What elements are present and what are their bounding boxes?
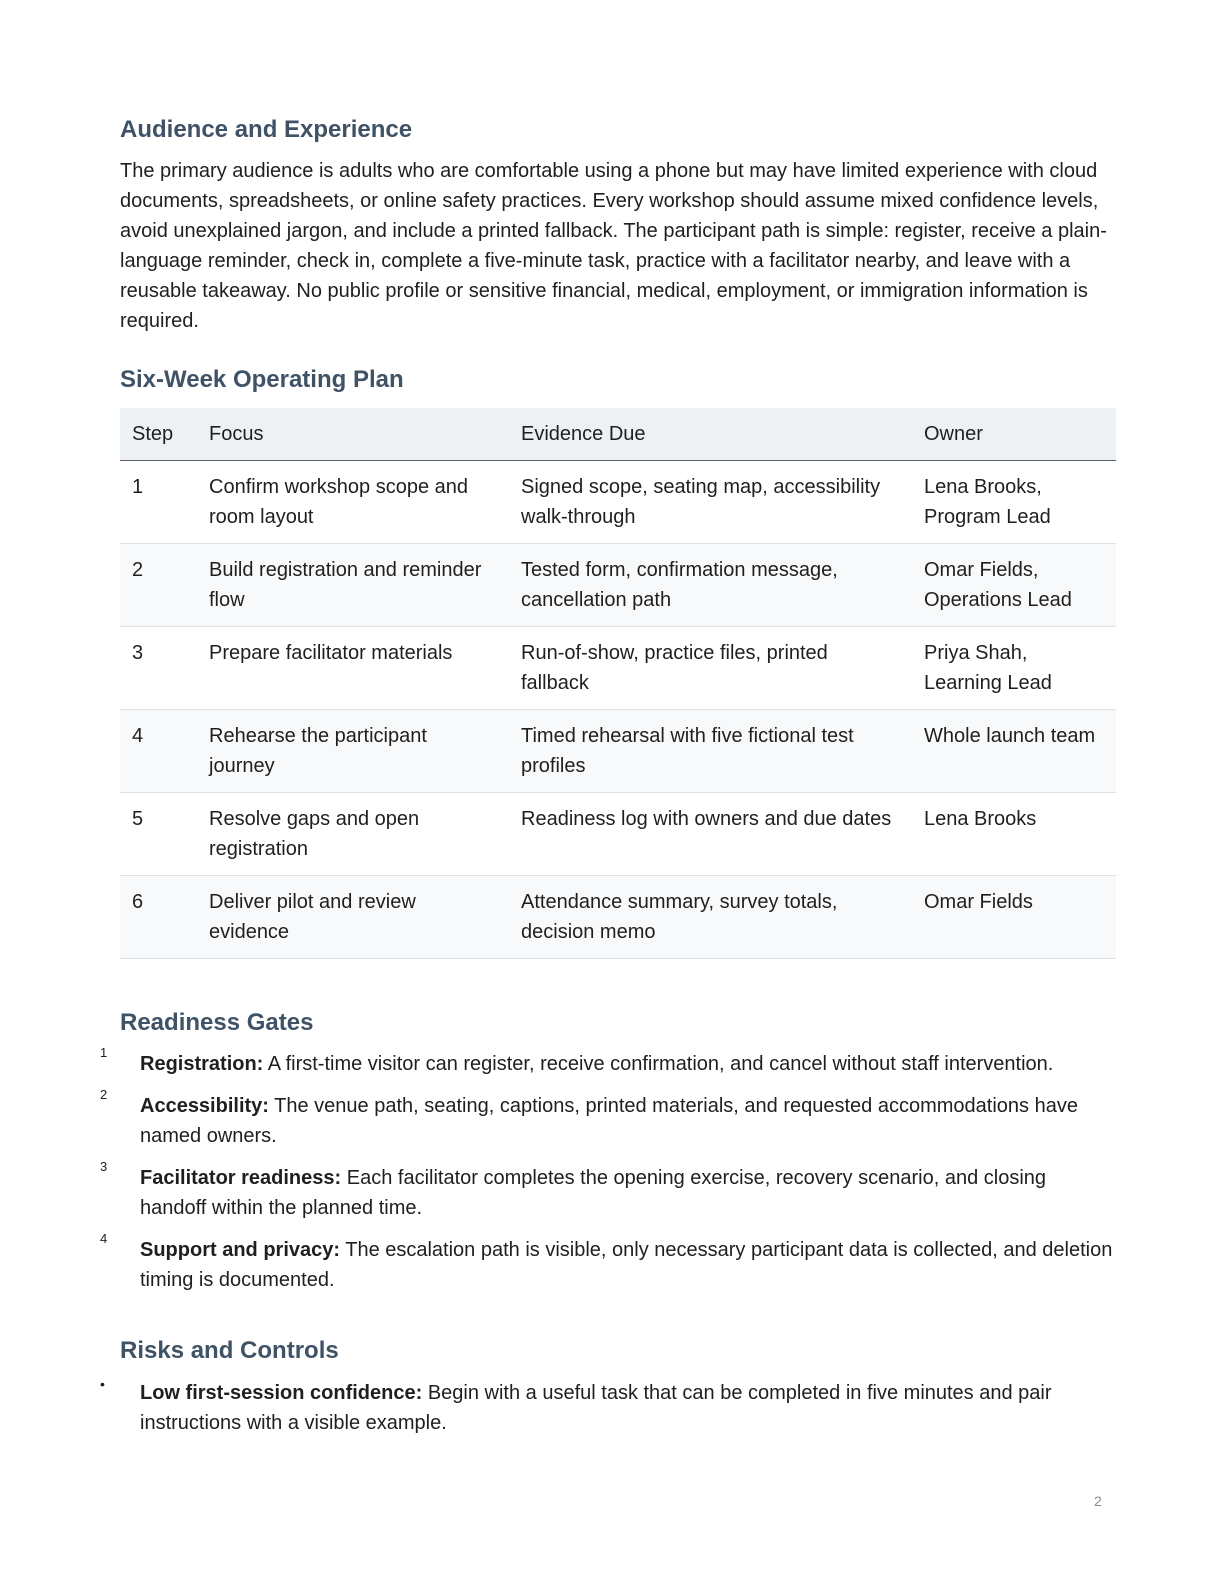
table-row — [120, 461, 1116, 544]
cell-focus: Rehearse the participant journey — [197, 710, 509, 793]
cell-evidence: Readiness log with owners and due dates — [509, 793, 912, 876]
cell-owner: Priya Shah, Learning Lead — [912, 627, 1116, 710]
audience-heading: Audience and Experience — [120, 116, 413, 143]
cell-evidence: Signed scope, seating map, accessibility walk-through — [509, 461, 912, 544]
list-item — [100, 1045, 1116, 1079]
cell-step: 6 — [120, 876, 197, 959]
list-item — [100, 1231, 1116, 1295]
item-label: Support and privacy: — [140, 1239, 341, 1261]
item-text: Each facilitator completes the opening exercise, recovery scenario, and closing handoff within the planned time. — [140, 1167, 1047, 1219]
item-text: Begin with a useful task that can be completed in five minutes and pair instructions with a visible example. — [140, 1382, 1052, 1434]
cell-evidence: Run-of-show, practice files, printed fallback — [509, 627, 912, 710]
cell-step: 4 — [120, 710, 197, 793]
cell-evidence: Timed rehearsal with five fictional test profiles — [509, 710, 912, 793]
list-number: 2 — [100, 1087, 108, 1102]
cell-focus: Build registration and reminder flow — [197, 544, 509, 627]
cell-evidence: Attendance summary, survey totals, decision memo — [509, 876, 912, 959]
cell-focus: Prepare facilitator materials — [197, 627, 509, 710]
item-text: The escalation path is visible, only necessary participant data is collected, and deletion timing is documented. — [140, 1239, 1113, 1291]
cell-step: 3 — [120, 627, 197, 710]
table-row — [120, 627, 1116, 710]
cell-owner: Lena Brooks — [912, 793, 1116, 876]
item-text: The venue path, seating, captions, printed materials, and requested accommodations have named owners. — [140, 1095, 1078, 1147]
list-number: 3 — [100, 1159, 108, 1174]
audience-paragraph: The primary audience is adults who are comfortable using a phone but may have limited experience with cloud documents, spreadsheets, or online safety practices. Every workshop should assume mixed confidence levels, avoid unexplained jargon, and include a printed fallback. The participant path is simple: register, receive a plain-language reminder, check in, complete a five-minute task, practice with a facilitator nearby, and leave with a reusable takeaway. No public profile or sensitive financial, medical, employment, or immigration information is required. — [120, 160, 1107, 332]
cell-owner: Omar Fields, Operations Lead — [912, 544, 1116, 627]
cell-owner: Omar Fields — [912, 876, 1116, 959]
list-number: 1 — [100, 1045, 108, 1060]
bullet-icon: • — [100, 1376, 105, 1392]
cell-step: 2 — [120, 544, 197, 627]
cell-owner: Lena Brooks, Program Lead — [912, 461, 1116, 544]
cell-focus: Resolve gaps and open registration — [197, 793, 509, 876]
page-number: 2 — [1094, 1493, 1102, 1509]
cell-owner: Whole launch team — [912, 710, 1116, 793]
item-text: A first-time visitor can register, receive confirmation, and cancel without staff intervention. — [263, 1053, 1054, 1075]
cell-step: 1 — [120, 461, 197, 544]
table-row — [120, 793, 1116, 876]
list-item — [100, 1159, 1116, 1223]
column-header-focus: Focus — [197, 408, 509, 461]
item-label: Facilitator readiness: — [140, 1167, 342, 1189]
list-item — [100, 1087, 1116, 1151]
gates-heading: Readiness Gates — [120, 1009, 314, 1036]
item-label: Accessibility: — [140, 1095, 269, 1117]
cell-focus: Deliver pilot and review evidence — [197, 876, 509, 959]
operating-plan-table — [120, 408, 1116, 959]
plan-heading: Six-Week Operating Plan — [120, 366, 404, 393]
readiness-gates-list — [100, 1045, 1116, 1307]
column-header-owner: Owner — [912, 408, 1116, 461]
item-label: Registration: — [140, 1053, 264, 1075]
table-row — [120, 876, 1116, 959]
cell-focus: Confirm workshop scope and room layout — [197, 461, 509, 544]
item-label: Low first-session confidence: — [140, 1382, 423, 1404]
table-row — [120, 544, 1116, 627]
risks-heading: Risks and Controls — [120, 1337, 339, 1364]
column-header-evidence: Evidence Due — [509, 408, 912, 461]
risks-list — [100, 1376, 1116, 1450]
table-header-row — [120, 408, 1116, 461]
list-item — [100, 1376, 1116, 1438]
column-header-step: Step — [120, 408, 197, 461]
table-row — [120, 710, 1116, 793]
cell-step: 5 — [120, 793, 197, 876]
list-number: 4 — [100, 1231, 108, 1246]
cell-evidence: Tested form, confirmation message, cancellation path — [509, 544, 912, 627]
